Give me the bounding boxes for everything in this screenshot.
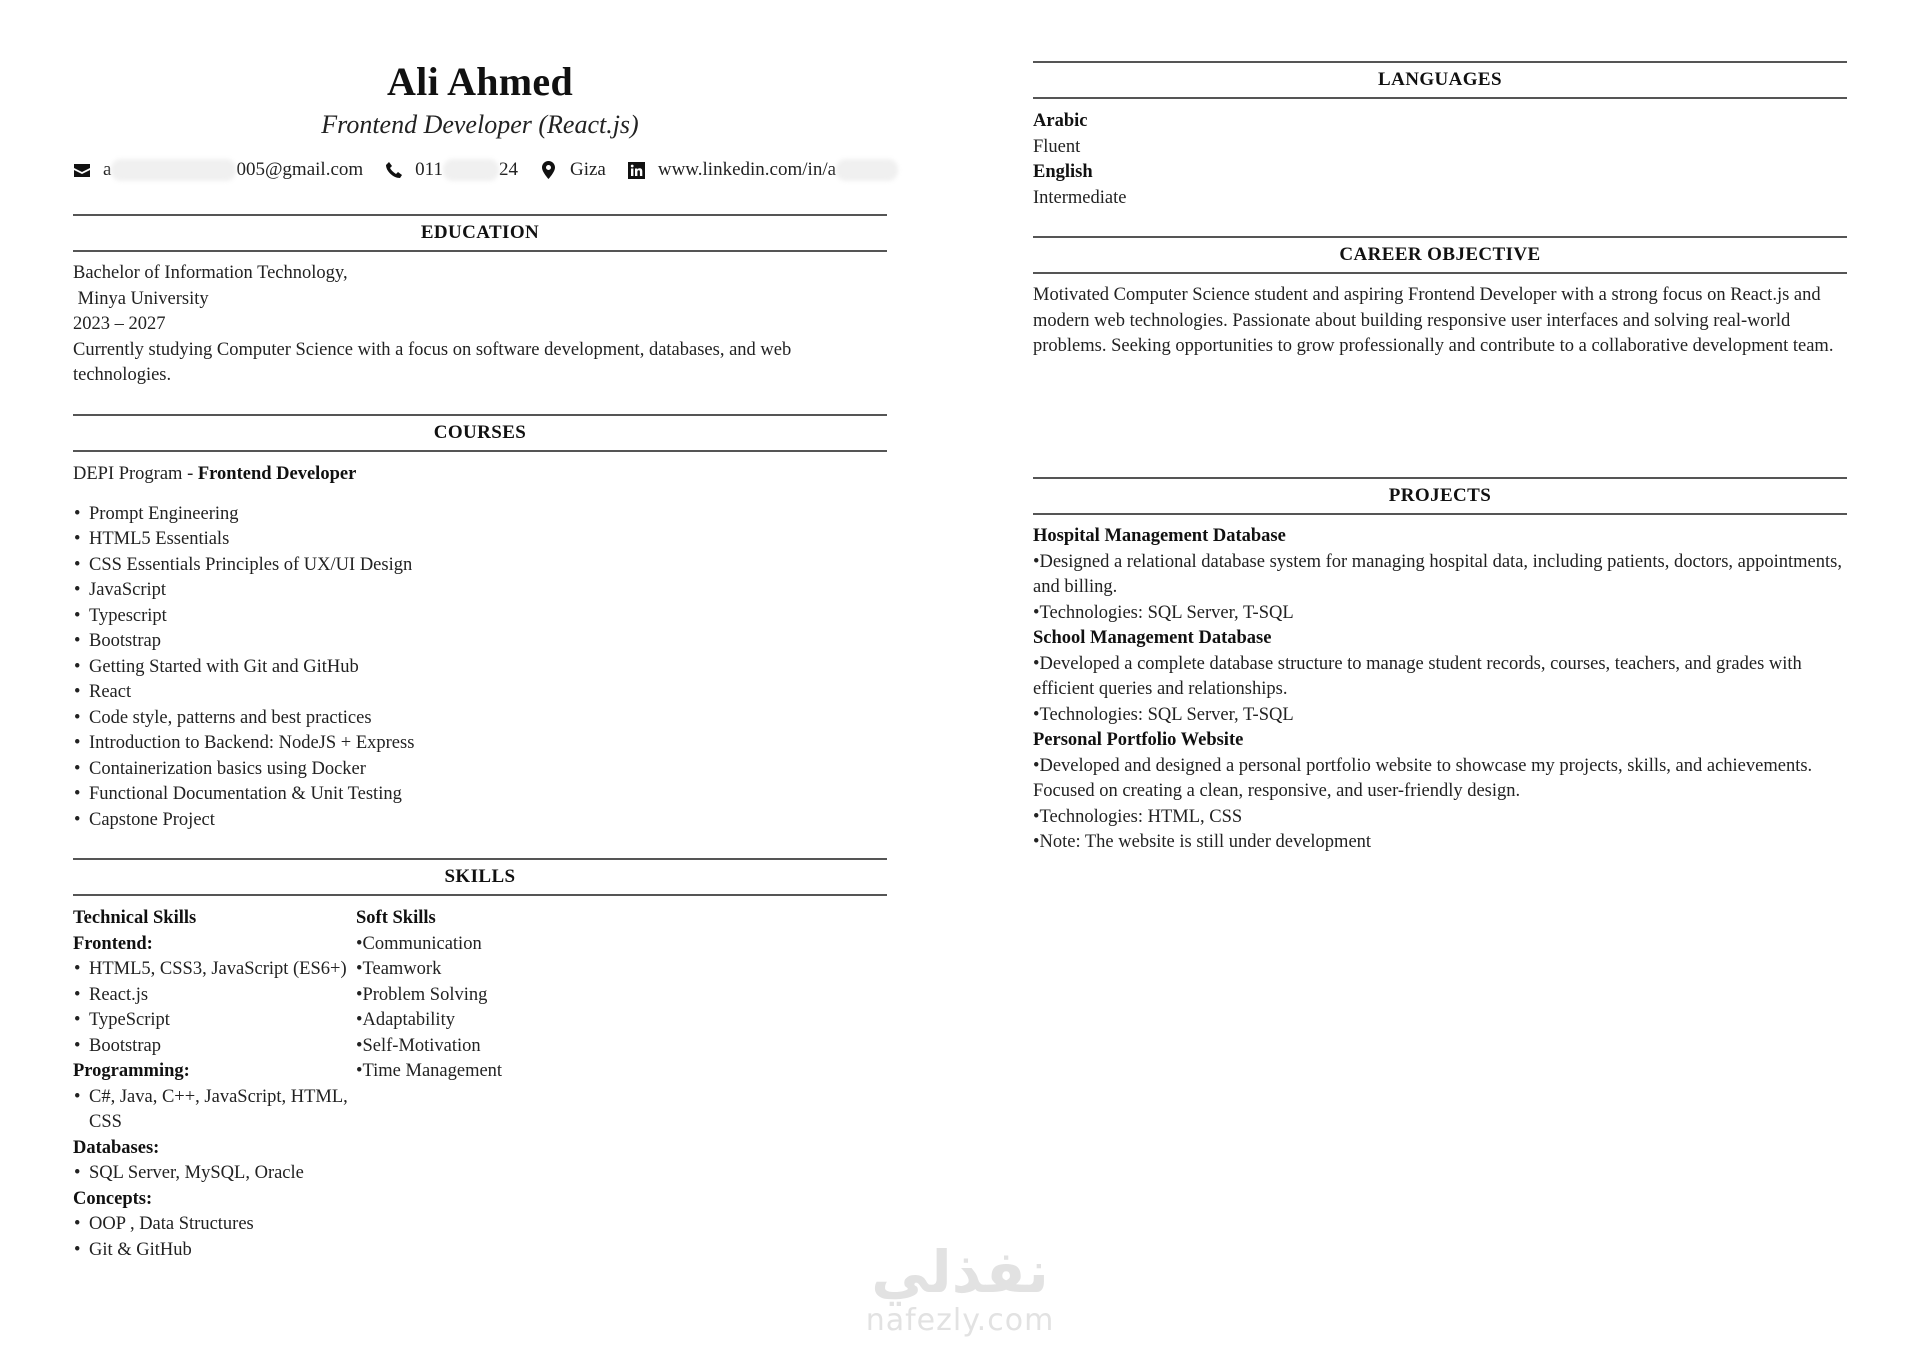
project-item	[1033, 524, 1847, 626]
skill-group-list	[73, 1212, 356, 1263]
linkedin-icon	[628, 161, 646, 179]
education-years: 2023 – 2027	[73, 314, 166, 334]
project-line: •Technologies: SQL Server, T-SQL	[1033, 602, 1294, 623]
contact-location	[540, 159, 606, 181]
phone-icon	[385, 161, 403, 179]
courses-list	[73, 502, 887, 834]
list-item: • React.js	[73, 983, 356, 1009]
list-item: • Capstone Project	[73, 808, 887, 834]
phone-prefix: 011	[415, 159, 443, 180]
redacted-blur	[836, 159, 898, 181]
language-level: Fluent	[1033, 136, 1081, 157]
list-item: • Functional Documentation & Unit Testing	[73, 782, 887, 808]
email-prefix: a	[103, 159, 112, 180]
technical-skills	[73, 906, 356, 1263]
list-item: • CSS Essentials Principles of UX/UI Design	[73, 553, 887, 579]
soft-skills	[356, 906, 756, 1263]
projects-section	[1033, 477, 1847, 856]
courses-section	[73, 414, 887, 833]
list-item: • Typescript	[73, 604, 887, 630]
section-heading: LANGUAGES	[1033, 61, 1847, 99]
list-item: • React	[73, 680, 887, 706]
section-heading: CAREER OBJECTIVE	[1033, 236, 1847, 274]
skills-section	[73, 858, 887, 1263]
courses-program	[73, 462, 887, 488]
redacted-blur	[111, 159, 236, 181]
list-item: • Git & GitHub	[73, 1238, 356, 1264]
list-item: • HTML5, CSS3, JavaScript (ES6+)	[73, 957, 356, 983]
list-item: • HTML5 Essentials	[73, 527, 887, 553]
list-item: • Introduction to Backend: NodeJS + Express	[73, 731, 887, 757]
skill-group-label: Programming:	[73, 1061, 190, 1081]
career-objective-section	[1033, 236, 1847, 360]
list-item: • OOP , Data Structures	[73, 1212, 356, 1238]
skill-group-label: Frontend:	[73, 933, 153, 954]
linkedin-url: www.linkedin.com/in/a	[657, 159, 837, 180]
project-item	[1033, 626, 1847, 728]
skill-group-list	[73, 1161, 356, 1187]
map-pin-icon	[540, 161, 558, 179]
project-line: •Technologies: HTML, CSS	[1033, 806, 1243, 827]
skill-group-label: Concepts:	[73, 1188, 153, 1209]
contact-row	[73, 159, 887, 181]
education-section	[73, 214, 887, 389]
list-item: • Prompt Engineering	[73, 502, 887, 528]
skill-group-list	[73, 957, 356, 1059]
language-name: Arabic	[1033, 111, 1088, 131]
languages-section	[1033, 61, 1847, 211]
list-item: •Teamwork	[356, 959, 442, 979]
list-item: • Bootstrap	[73, 629, 887, 655]
language-name: English	[1033, 162, 1093, 182]
project-line: •Note: The website is still under development	[1033, 832, 1372, 852]
technical-skills-title: Technical Skills	[73, 908, 197, 928]
section-heading: EDUCATION	[73, 214, 887, 252]
project-line: •Technologies: SQL Server, T-SQL	[1033, 704, 1294, 725]
location-text: Giza	[569, 159, 606, 180]
section-heading: PROJECTS	[1033, 477, 1847, 515]
list-item: • C#, Java, C++, JavaScript, HTML, CSS	[73, 1085, 356, 1136]
list-item: • Getting Started with Git and GitHub	[73, 655, 887, 681]
list-item: •Self-Motivation	[356, 1035, 481, 1056]
list-item: •Problem Solving	[356, 984, 488, 1005]
watermark-latin: nafezly.com	[865, 1303, 1055, 1338]
candidate-title: Frontend Developer (React.js)	[321, 110, 639, 139]
watermark-logo	[850, 1240, 1070, 1338]
redacted-blur	[443, 159, 499, 181]
education-university: Minya University	[73, 288, 209, 309]
objective-text: Motivated Computer Science student and aspiring Frontend Developer with a strong focus on React.js and modern web technologies. Passionate about building responsive user interfaces and solving real-world problems. Seeking opportunities to grow professionally and contribute to a collaborative development team.	[1033, 285, 1834, 356]
project-line: •Designed a relational database system for managing hospital data, including patients, doctors, appointments, and billing.	[1033, 551, 1842, 597]
watermark-arabic: نفذلي	[871, 1238, 1049, 1306]
envelope-icon	[73, 161, 91, 179]
list-item: • Code style, patterns and best practices	[73, 706, 887, 732]
project-item	[1033, 728, 1847, 856]
project-line: •Developed and designed a personal portfolio website to showcase my projects, skills, and achievements. Focused on creating a clean, responsive, and user-friendly design.	[1033, 755, 1813, 801]
phone-suffix: 24	[498, 159, 518, 180]
contact-email[interactable]	[73, 159, 363, 181]
soft-skills-title: Soft Skills	[356, 908, 436, 928]
candidate-name: Ali Ahmed	[386, 59, 574, 104]
list-item: • Containerization basics using Docker	[73, 757, 887, 783]
project-line: •Developed a complete database structure to manage student records, courses, teachers, and grades with efficient queries and relationships.	[1033, 653, 1802, 699]
list-item: •Communication	[356, 933, 482, 954]
list-item: • SQL Server, MySQL, Oracle	[73, 1161, 356, 1187]
list-item: •Adaptability	[356, 1010, 455, 1030]
skill-group-label: Databases:	[73, 1137, 160, 1158]
project-title: School Management Database	[1033, 628, 1272, 648]
section-heading: SKILLS	[73, 858, 887, 896]
project-title: Hospital Management Database	[1033, 526, 1286, 546]
program-track: Frontend Developer	[197, 464, 357, 484]
list-item: •Time Management	[356, 1061, 503, 1081]
skill-group-list	[73, 1085, 356, 1136]
section-heading: COURSES	[73, 414, 887, 452]
contact-linkedin[interactable]	[628, 159, 898, 181]
project-title: Personal Portfolio Website	[1033, 730, 1244, 750]
education-description: Currently studying Computer Science with a focus on software development, databases, and web technologies.	[73, 339, 792, 385]
contact-phone[interactable]	[385, 159, 518, 181]
list-item: • TypeScript	[73, 1008, 356, 1034]
email-suffix: 005@gmail.com	[236, 159, 364, 180]
list-item: • JavaScript	[73, 578, 887, 604]
education-degree: Bachelor of Information Technology,	[73, 263, 348, 283]
program-prefix: DEPI Program -	[73, 464, 198, 484]
list-item: • Bootstrap	[73, 1034, 356, 1060]
language-level: Intermediate	[1033, 187, 1127, 208]
